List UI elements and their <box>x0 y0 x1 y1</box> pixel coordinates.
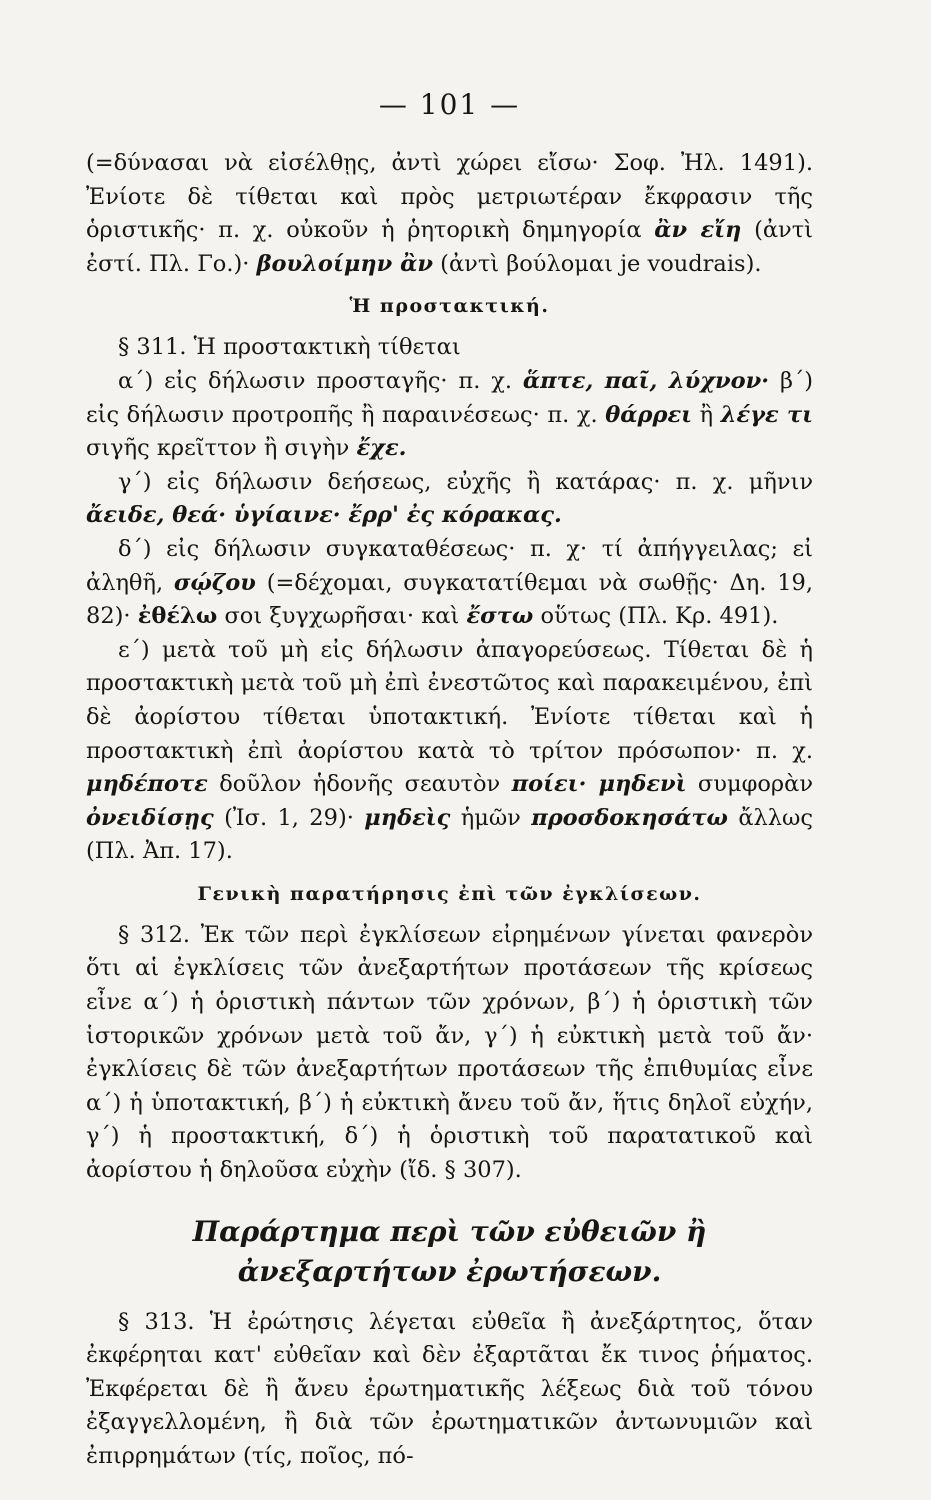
page-number: — 101 — <box>378 88 521 121</box>
paragraph-intro: (=δύνασαι νὰ εἰσέλθῃς, ἀντὶ χώρει εἴσω· Σοφ. Ἠλ. 1491). Ἐνίοτε δὲ τίθεται καὶ πρὸς μετριωτέραν ἔκφρασιν τῆς ὁριστικῆς· π. χ. οὐκοῦν ἡ ῥητορικὴ δημηγορία ἂν εἴη (ἀντὶ ἐστί. Πλ. Γο.)· βουλοίμην ἂν (ἀντὶ βούλομαι je voudrais). <box>86 150 814 277</box>
section-number: § 313. <box>118 1308 195 1335</box>
paragraph-313: § 313. Ἡ ἐρώτησις λέγεται εὐθεῖα ἢ ἀνεξάρτητος, ὅταν ἐκφέρηται κατ' εὐθεῖαν καὶ δὲν ἐξαρτᾶται ἔκ τινος ῥήματος. Ἐκφέρεται δὲ ἢ ἄνευ ἐρωτηματικῆς λέξεως διὰ τοῦ τόνου ἐξαγγελλομένη, ἢ διὰ τῶν ἐρωτηματικῶν ἀντωνυμιῶν καὶ ἐπιρρημάτων (τίς, ποῖος, πό- <box>86 1308 813 1469</box>
section-heading-appendix: Παράρτημα περὶ τῶν εὐθειῶν ἢ ἀνεξαρτήτων ἐρωτήσεων. <box>192 1214 707 1288</box>
paragraph-311-d: δ΄) εἰς δήλωσιν συγκαταθέσεως· π. χ· τί ἀπήγγειλας; εἰ ἀληθῆ, σῴζου (=δέχομαι, συγκατατίθεμαι νὰ σωθῇς· Δη. 19, 82)· ἐθέλω σοι ξυγχωρῆσαι· καὶ ἔστω οὕτως (Πλ. Κρ. 491). <box>86 535 814 630</box>
paragraph-311-a: α΄) εἰς δήλωσιν προσταγῆς· π. χ. ἅπτε, παῖ, λύχνον· β΄) εἰς δήλωσιν προτροπῆς ἢ παραινέσεως· π. χ. θάρρει ἢ λέγε τι σιγῆς κρεῖττον ἢ σιγὴν ἔχε. <box>86 367 813 462</box>
paragraph-312: § 312. Ἐκ τῶν περὶ ἐγκλίσεων εἰρημένων γίνεται φανερὸν ὅτι αἱ ἐγκλίσεις τῶν ἀνεξαρτήτων προτάσεων τῆς κρίσεως εἶνε α΄) ἡ ὁριστικὴ πάντων τῶν χρόνων, β΄) ἡ ὁριστικὴ τῶν ἱστορικῶν χρόνων μετὰ τοῦ ἄν, γ΄) ἡ εὐκτικὴ μετὰ τοῦ ἄν· ἐγκλίσεις δὲ τῶν ἀνεξαρτήτων προτάσεων τῆς ἐπιθυμίας εἶνε α΄) ἡ ὑποτακτική, β΄) ἡ εὐκτικὴ ἄνευ τοῦ ἄν, ἥτις δηλοῖ εὐχήν, γ΄) ἡ προστακτική, δ΄) ἡ ὁριστικὴ τοῦ παρατατικοῦ καὶ ἀορίστου ἡ δηλοῦσα εὐχὴν (ἴδ. § 307). <box>86 921 814 1184</box>
paragraph-311-lead: § 311. Ἡ προστακτικὴ τίθεται <box>118 334 461 361</box>
paragraph-311-e: ε΄) μετὰ τοῦ μὴ εἰς δήλωσιν ἀπαγορεύσεως. Τίθεται δὲ ἡ προστακτικὴ μετὰ τοῦ μὴ ἐπὶ ἐνεστῶτος καὶ παρακειμένου, ἐπὶ δὲ ἀορίστου τίθεται ὑποτακτική. Ἐνίοτε τίθεται καὶ ἡ προστακτικὴ ἐπὶ ἀορίστου κατὰ τὸ τρίτον πρόσωπον· π. χ. μηδέποτε δοῦλον ἡδονῆς σεαυτὸν ποίει· μηδενὶ συμφορὰν ὀνειδίσῃς (Ἰσ. 1, 29)· μηδεὶς ἡμῶν προσδοκησάτω ἄλλως (Πλ. Ἀπ. 17). <box>86 636 813 865</box>
paragraph-311-g: γ΄) εἰς δήλωσιν δεήσεως, εὐχῆς ἢ κατάρας· π. χ. μῆνιν ἄειδε, θεά· ὑγίαινε· ἔρρ' ἐς κόρακας. <box>86 468 813 529</box>
section-number: § 312. <box>118 921 191 948</box>
section-heading-general: Γενικὴ παρατήρησις ἐπὶ τῶν ἐγκλίσεων. <box>197 882 702 905</box>
section-heading-imperative: Ἡ προστακτική. <box>349 295 550 318</box>
section-number: § 311. <box>118 334 187 361</box>
